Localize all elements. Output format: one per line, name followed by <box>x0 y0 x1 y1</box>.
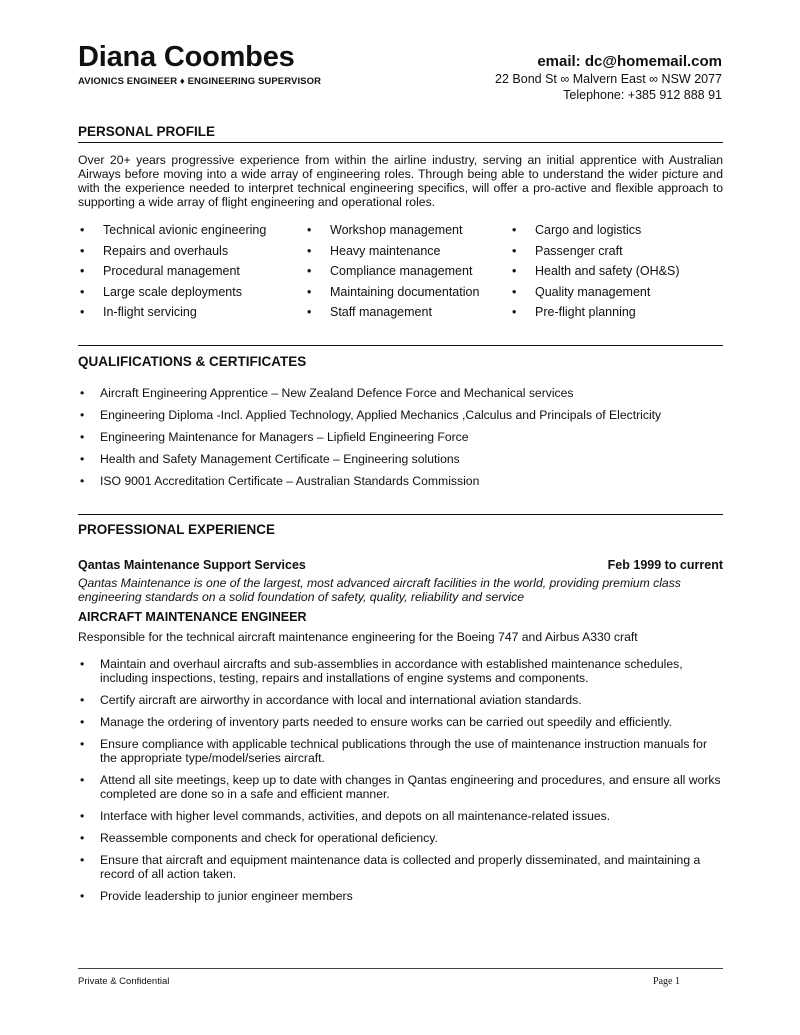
section-divider <box>78 345 723 346</box>
skill-item: • Passenger craft <box>510 241 680 262</box>
skill-item: • Workshop management <box>305 220 479 241</box>
skill-item: • Repairs and overhauls <box>78 241 266 262</box>
telephone-line: Telephone: +385 912 888 91 <box>563 88 722 102</box>
section-divider <box>78 142 723 143</box>
skill-item: • Technical avionic engineering <box>78 220 266 241</box>
duty-item: • Attend all site meetings, keep up to date with changes in Qantas engineering and procedures, and ensure all works completed are done so in a safe and efficient manner. <box>78 773 723 801</box>
skill-item: • Maintaining documentation <box>305 282 479 303</box>
skill-item: • Heavy maintenance <box>305 241 479 262</box>
company-description: Qantas Maintenance is one of the largest, most advanced aircraft facilities in the world, providing premium class engineering standards on a solid foundation of safety, quality, reliability and service <box>78 576 681 604</box>
section-divider <box>78 514 723 515</box>
qualification-item: • Engineering Maintenance for Managers – Lipfield Engineering Force <box>78 430 723 444</box>
skills-column-1 <box>78 220 266 323</box>
skill-item: • Procedural management <box>78 261 266 282</box>
section-title-profile: PERSONAL PROFILE <box>78 124 216 139</box>
skill-item: • Large scale deployments <box>78 282 266 303</box>
qualification-item: • Aircraft Engineering Apprentice – New Zealand Defence Force and Mechanical services <box>78 386 723 400</box>
contact-block <box>495 53 722 103</box>
role-responsibility: Responsible for the technical aircraft maintenance engineering for the Boeing 747 and Airbus A330 craft <box>78 630 638 644</box>
address-line: 22 Bond St ∞ Malvern East ∞ NSW 2077 <box>495 72 722 86</box>
duty-item: • Certify aircraft are airworthy in accordance with local and international aviation standards. <box>78 693 723 707</box>
skill-item: • Compliance management <box>305 261 479 282</box>
candidate-subtitle: AVIONICS ENGINEER ♦ ENGINEERING SUPERVISOR <box>78 76 322 87</box>
section-title-experience: PROFESSIONAL EXPERIENCE <box>78 522 276 537</box>
duty-item: • Provide leadership to junior engineer members <box>78 889 723 903</box>
duty-item: • Ensure that aircraft and equipment maintenance data is collected and properly disseminated, and maintaining a record of all action taken. <box>78 853 723 881</box>
duties-list <box>78 657 723 903</box>
skill-item: • Staff management <box>305 302 479 323</box>
skills-grid <box>78 220 723 330</box>
duty-item: • Maintain and overhaul aircrafts and sub-assemblies in accordance with established maintenance schedules, including inspections, testing, repairs and installations of engine systems and components. <box>78 657 723 685</box>
skill-item: • Cargo and logistics <box>510 220 680 241</box>
duty-item: • Ensure compliance with applicable technical publications through the use of maintenance instruction manuals for the appropriate type/model/series aircraft. <box>78 737 723 765</box>
profile-paragraph: Over 20+ years progressive experience from within the airline industry, serving an initial apprentice with Australian Airways before moving into a wide array of engineering roles. Through being able to understand the wider picture and with the experience needed to interpret technical engineering specifics, will offer a pro-active and flexible approach to supporting a wide array of flight engineering and operational roles. <box>78 153 723 209</box>
skill-item: • Quality management <box>510 282 680 303</box>
footer-divider <box>78 968 723 969</box>
email-line: email: dc@homemail.com <box>537 53 722 70</box>
skill-item: • In-flight servicing <box>78 302 266 323</box>
job-header <box>78 558 723 572</box>
duty-item: • Manage the ordering of inventory parts needed to ensure works can be carried out speedily and efficiently. <box>78 715 723 729</box>
skill-item: • Health and safety (OH&S) <box>510 261 680 282</box>
company-name: Qantas Maintenance Support Services <box>78 558 306 572</box>
candidate-name: Diana Coombes <box>78 41 295 73</box>
duty-item: • Reassemble components and check for operational deficiency. <box>78 831 723 845</box>
skills-column-3 <box>510 220 680 323</box>
qualifications-list <box>78 386 723 488</box>
duty-item: • Interface with higher level commands, activities, and depots on all maintenance-related issues. <box>78 809 723 823</box>
role-title: AIRCRAFT MAINTENANCE ENGINEER <box>78 610 307 624</box>
qualification-item: • Engineering Diploma -Incl. Applied Technology, Applied Mechanics ,Calculus and Principals of Electricity <box>78 408 723 422</box>
section-title-qualifications: QUALIFICATIONS & CERTIFICATES <box>78 354 307 369</box>
qualification-item: • Health and Safety Management Certificate – Engineering solutions <box>78 452 723 466</box>
page-number: Page 1 <box>653 976 680 987</box>
skill-item: • Pre-flight planning <box>510 302 680 323</box>
qualification-item: • ISO 9001 Accreditation Certificate – Australian Standards Commission <box>78 474 723 488</box>
job-dates: Feb 1999 to current <box>607 558 723 572</box>
skills-column-2 <box>305 220 479 323</box>
footer-confidential: Private & Confidential <box>78 976 170 987</box>
